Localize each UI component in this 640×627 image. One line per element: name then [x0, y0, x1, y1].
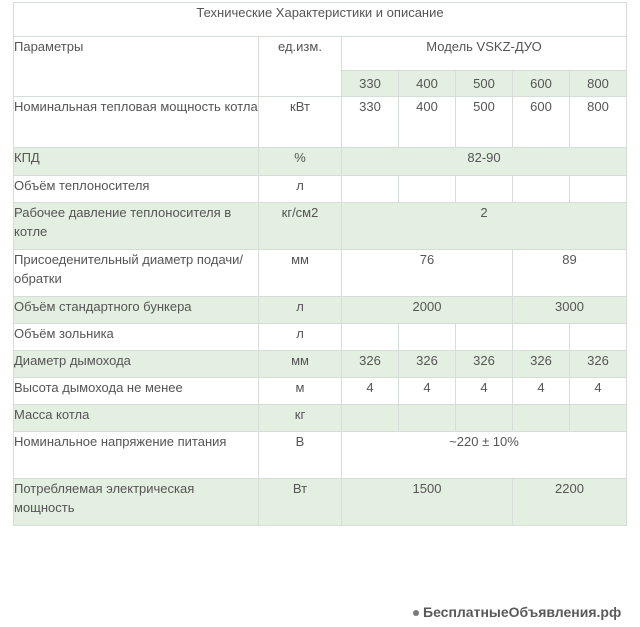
value-cell: 600	[513, 97, 570, 148]
watermark-dot-icon	[413, 610, 419, 616]
value-cell	[456, 405, 513, 432]
model-number: 600	[513, 71, 570, 97]
model-number: 500	[456, 71, 513, 97]
unit-cell: Вт	[259, 479, 342, 526]
value-cell	[570, 405, 627, 432]
watermark-text: БесплатныеОбъявления.рф	[423, 604, 622, 620]
value-cell	[570, 176, 627, 203]
table-title: Технические Характеристики и описание	[14, 3, 627, 37]
value-cell: 89	[513, 250, 627, 297]
header-model: Модель VSKZ-ДУО	[342, 37, 627, 71]
specifications-table	[13, 2, 627, 526]
table-row	[14, 97, 627, 148]
value-cell: 4	[456, 378, 513, 405]
parameter-label: Номинальное напряжение питания	[14, 432, 259, 479]
table-title-row	[14, 3, 627, 37]
parameter-label: Объём теплоносителя	[14, 176, 259, 203]
table-row	[14, 432, 627, 479]
table-row	[14, 405, 627, 432]
value-cell: 400	[399, 97, 456, 148]
value-cell	[456, 324, 513, 351]
parameter-label: Диаметр дымохода	[14, 351, 259, 378]
parameter-label: Потребляемая электрическая мощность	[14, 479, 259, 526]
unit-cell: кг/см2	[259, 203, 342, 250]
value-cell	[570, 324, 627, 351]
value-cell: 4	[399, 378, 456, 405]
parameter-label: Объём зольника	[14, 324, 259, 351]
table-row	[14, 351, 627, 378]
parameter-label: КПД	[14, 148, 259, 176]
unit-cell: кВт	[259, 97, 342, 148]
header-unit: ед.изм.	[259, 37, 342, 97]
value-cell	[342, 324, 399, 351]
model-number: 400	[399, 71, 456, 97]
parameter-label: Объём стандартного бункера	[14, 297, 259, 324]
unit-cell: мм	[259, 250, 342, 297]
value-cell: 2200	[513, 479, 627, 526]
value-cell: 2000	[342, 297, 513, 324]
parameter-label: Рабочее давление теплоносителя в котле	[14, 203, 259, 250]
value-cell	[399, 176, 456, 203]
value-cell: 4	[342, 378, 399, 405]
value-cell: 76	[342, 250, 513, 297]
value-cell	[342, 176, 399, 203]
unit-cell: л	[259, 324, 342, 351]
value-cell	[513, 405, 570, 432]
table-row	[14, 297, 627, 324]
value-cell: 326	[342, 351, 399, 378]
table-row	[14, 250, 627, 297]
value-cell: ~220 ± 10%	[342, 432, 627, 479]
value-cell: 326	[570, 351, 627, 378]
value-cell: 82-90	[342, 148, 627, 176]
unit-cell: м	[259, 378, 342, 405]
table-row	[14, 203, 627, 250]
value-cell	[456, 176, 513, 203]
table-row	[14, 479, 627, 526]
value-cell	[399, 324, 456, 351]
value-cell	[513, 176, 570, 203]
value-cell	[342, 405, 399, 432]
table-row	[14, 148, 627, 176]
value-cell: 3000	[513, 297, 627, 324]
parameter-label: Присоеденительный диаметр подачи/обратки	[14, 250, 259, 297]
model-number: 330	[342, 71, 399, 97]
unit-cell: %	[259, 148, 342, 176]
unit-cell: В	[259, 432, 342, 479]
value-cell: 4	[513, 378, 570, 405]
table-row	[14, 378, 627, 405]
value-cell: 326	[513, 351, 570, 378]
parameter-label: Масса котла	[14, 405, 259, 432]
value-cell: 326	[399, 351, 456, 378]
header-parameters: Параметры	[14, 37, 259, 97]
parameter-label: Высота дымохода не менее	[14, 378, 259, 405]
value-cell: 500	[456, 97, 513, 148]
value-cell: 800	[570, 97, 627, 148]
value-cell	[513, 324, 570, 351]
value-cell: 330	[342, 97, 399, 148]
value-cell	[399, 405, 456, 432]
table-header-row	[14, 37, 627, 71]
parameter-label: Номинальная тепловая мощность котла	[14, 97, 259, 148]
table-row	[14, 176, 627, 203]
value-cell: 4	[570, 378, 627, 405]
table-row	[14, 324, 627, 351]
value-cell: 1500	[342, 479, 513, 526]
unit-cell: л	[259, 297, 342, 324]
value-cell: 2	[342, 203, 627, 250]
value-cell: 326	[456, 351, 513, 378]
model-number: 800	[570, 71, 627, 97]
unit-cell: л	[259, 176, 342, 203]
unit-cell: кг	[259, 405, 342, 432]
unit-cell: мм	[259, 351, 342, 378]
watermark	[410, 603, 624, 621]
